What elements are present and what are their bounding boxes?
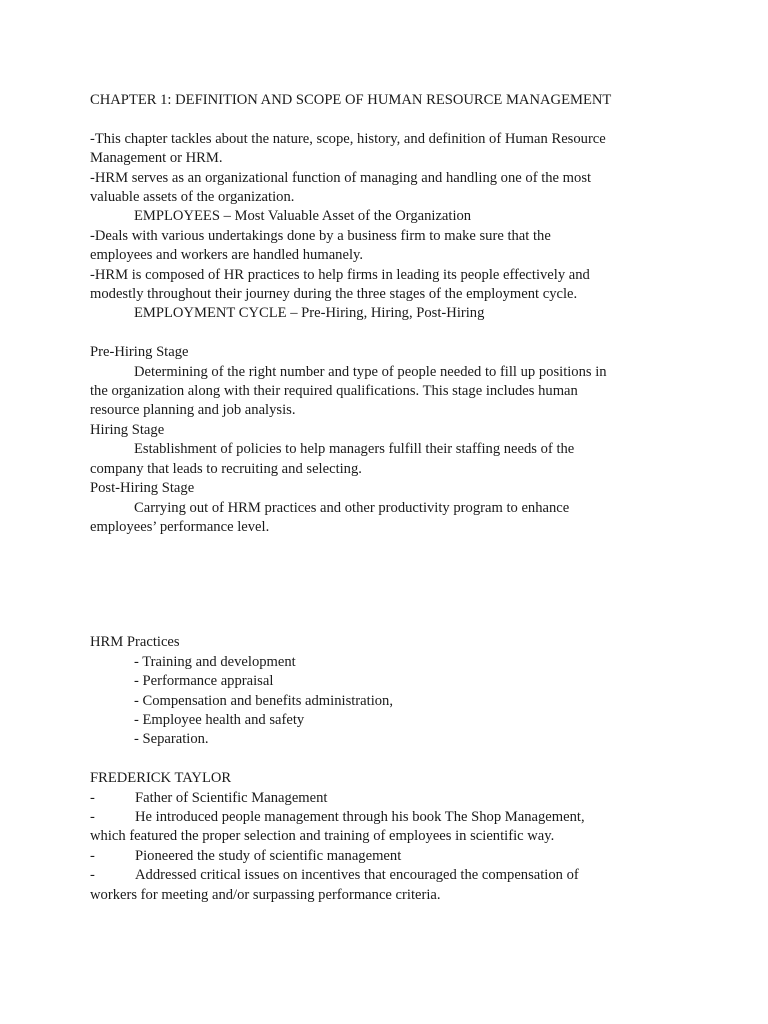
taylor-bullet-4	[90, 866, 690, 885]
spacer	[90, 110, 690, 129]
intro-paragraph-1-line-2: Management or HRM.	[90, 150, 223, 167]
practice-item: - Performance appraisal	[134, 673, 274, 690]
bullet-text: He introduced people management through his book The Shop Management,	[135, 808, 585, 825]
bullet-text: Pioneered the study of scientific management	[135, 847, 402, 864]
hrm-practices-title: HRM Practices	[90, 634, 180, 651]
intro-paragraph-3-line-1: -Deals with various undertakings done by a business firm to make sure that the	[90, 227, 551, 244]
practice-item: - Separation.	[134, 731, 209, 748]
spacer	[90, 750, 690, 769]
spacer	[90, 537, 690, 633]
spacer	[90, 324, 690, 343]
taylor-bullet-2-continuation: which featured the proper selection and training of employees in scientific way.	[90, 828, 555, 845]
bullet-dash: -	[90, 867, 95, 884]
practice-item: - Employee health and safety	[134, 711, 305, 728]
intro-paragraph-4-line-1: -HRM is composed of HR practices to help firms in leading its people effectively and	[90, 266, 590, 283]
post-hiring-title: Post-Hiring Stage	[90, 480, 195, 497]
post-hiring-line-1: Carrying out of HRM practices and other productivity program to enhance	[134, 499, 570, 516]
intro-paragraph-4-line-2: modestly throughout their journey during the three stages of the employment cycle.	[90, 286, 578, 303]
pre-hiring-title: Pre-Hiring Stage	[90, 344, 189, 361]
intro-paragraph-2-line-2: valuable assets of the organization.	[90, 189, 295, 206]
post-hiring-line-2: employees’ performance level.	[90, 518, 270, 535]
employees-line: EMPLOYEES – Most Valuable Asset of the Organization	[134, 208, 472, 225]
hiring-line-1: Establishment of policies to help managers fulfill their staffing needs of the	[134, 441, 575, 458]
taylor-bullet-2	[90, 808, 690, 827]
practice-item: - Training and development	[134, 653, 296, 670]
bullet-text: Addressed critical issues on incentives that encouraged the compensation of	[135, 867, 579, 884]
intro-paragraph-3-line-2: employees and workers are handled humanely.	[90, 247, 363, 264]
intro-paragraph-2-line-1: -HRM serves as an organizational function of managing and handling one of the most	[90, 169, 592, 186]
practice-item: - Compensation and benefits administration,	[134, 692, 393, 709]
pre-hiring-line-1: Determining of the right number and type of people needed to fill up positions in	[134, 363, 607, 380]
chapter-title: CHAPTER 1: DEFINITION AND SCOPE OF HUMAN RESOURCE MANAGEMENT	[90, 92, 612, 108]
bullet-text: Father of Scientific Management	[135, 789, 328, 806]
intro-paragraph-1-line-1: -This chapter tackles about the nature, scope, history, and definition of Human Resource	[90, 130, 606, 147]
taylor-bullet-4-continuation: workers for meeting and/or surpassing performance criteria.	[90, 886, 441, 903]
hiring-title: Hiring Stage	[90, 421, 165, 438]
bullet-dash: -	[90, 847, 95, 864]
pre-hiring-line-3: resource planning and job analysis.	[90, 402, 296, 419]
employment-cycle-line: EMPLOYMENT CYCLE – Pre-Hiring, Hiring, Post-Hiring	[134, 305, 485, 322]
taylor-bullet-3	[90, 847, 690, 866]
hiring-line-2: company that leads to recruiting and selecting.	[90, 460, 362, 477]
document-page	[90, 91, 690, 905]
bullet-dash: -	[90, 789, 95, 806]
frederick-taylor-title: FREDERICK TAYLOR	[90, 770, 232, 787]
taylor-bullet-1	[90, 789, 690, 808]
bullet-dash: -	[90, 808, 95, 825]
pre-hiring-line-2: the organization along with their required qualifications. This stage includes human	[90, 383, 578, 400]
